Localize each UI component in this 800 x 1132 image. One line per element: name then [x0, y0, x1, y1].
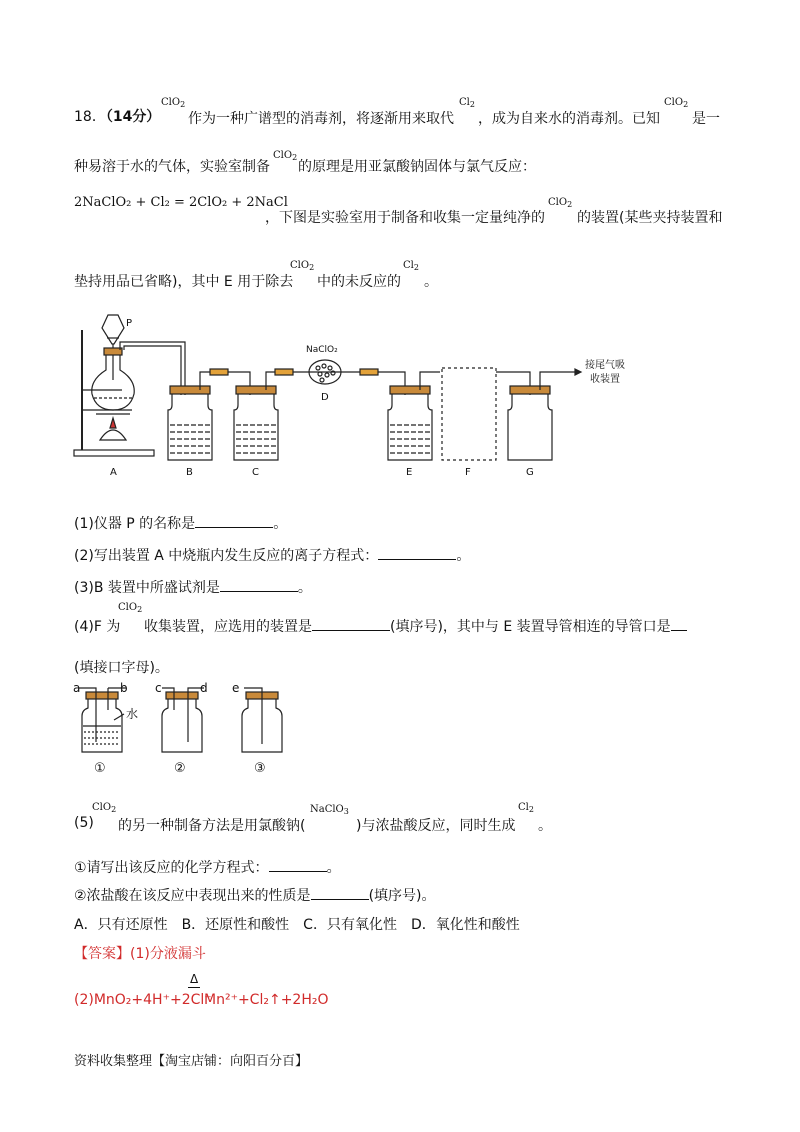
q5-text-1: 的另一种制备方法是用氯酸钠( [118, 818, 306, 834]
label-d: D [321, 392, 329, 403]
answer-2-right: Mn²⁺+Cl₂↑+2H₂O [204, 992, 329, 1008]
intro-line-3b: 的装置(某些夹持装置和 [577, 210, 723, 226]
collection-bottles [70, 680, 300, 780]
answer-2-left: (2)MnO₂+4H⁺+2Cl⁻ [74, 992, 212, 1008]
answer-blank[interactable] [378, 547, 456, 560]
label-naclo2: NaClO₂ [306, 345, 338, 355]
q5-text-2: )与浓盐酸反应，同时生成 [356, 818, 516, 834]
clo2-formula: ClO$_2$ [118, 602, 143, 614]
connector-e: e [232, 681, 240, 695]
intro-line-4b: 中的未反应的 [317, 274, 401, 290]
sub-question-3: (3)B 装置中所盛试剂是 。 [74, 580, 312, 596]
label-p: P [126, 318, 133, 329]
answer-tag: 【答案】 [74, 946, 130, 962]
clo2-formula: ClO$_2$ [548, 197, 573, 209]
label-a: A [110, 467, 117, 478]
answer-1: (1)分液漏斗 [130, 946, 206, 962]
bottle-3 [242, 688, 282, 752]
clo2-formula: ClO$_2$ [664, 97, 689, 109]
q5-options: A．只有还原性 B．还原性和酸性 C．只有氧化性 D．氧化性和酸性 [74, 917, 520, 933]
question-line-1 [74, 106, 160, 126]
answer-blank[interactable] [311, 887, 369, 900]
reaction-equation: 2NaClO₂ + Cl₂ = 2ClO₂ + 2NaCl [74, 195, 288, 210]
naclo3-formula: NaClO$_3$ [310, 804, 349, 816]
q5-text-3: 。 [538, 818, 552, 834]
stopper [104, 348, 122, 355]
label-b: B [186, 467, 193, 478]
label-f: F [465, 467, 471, 478]
separatory-funnel [102, 315, 124, 344]
alcohol-lamp [100, 430, 126, 440]
answer-blank[interactable] [220, 579, 298, 592]
connector-a: a [73, 681, 81, 695]
answer-blank[interactable] [312, 618, 390, 631]
box-f [442, 368, 496, 460]
water-label: 水 [126, 707, 139, 721]
intro-text-3: 是一 [692, 111, 720, 127]
sub-question-2: (2)写出装置 A 中烧瓶内发生反应的离子方程式： 。 [74, 548, 471, 564]
intro-text-2: ，成为自来水的消毒剂。已知 [478, 111, 660, 127]
clo2-formula: ClO$_2$ [161, 97, 186, 109]
stand-base [74, 450, 154, 456]
equals-bar [188, 987, 200, 988]
sub-question-4: (4)F 为 [74, 619, 121, 635]
sub-question-1: (1)仪器 P 的名称是 。 [74, 516, 288, 532]
bottle-2 [162, 688, 204, 752]
clo2-formula: ClO$_2$ [273, 150, 298, 162]
apparatus-diagram [60, 310, 740, 485]
answer-blank[interactable] [195, 515, 273, 528]
bottle-b [168, 386, 212, 460]
answer-blank[interactable] [671, 618, 687, 631]
q5-item-2: ②浓盐酸在该反应中表现出来的性质是 (填序号)。 [74, 888, 436, 904]
label-e: E [406, 467, 413, 478]
question-score: （14分） [105, 109, 161, 125]
bottle-e [388, 386, 432, 460]
tail-gas-label-2: 收装置 [590, 374, 620, 385]
sub-question-4-line-2: (填接口字母)。 [74, 660, 169, 676]
tail-gas-label-1: 接尾气吸 [585, 360, 625, 371]
q5-prefix: (5) [74, 815, 94, 831]
label-g: G [526, 467, 534, 478]
q5-item-1: ①请写出该反应的化学方程式： 。 [74, 860, 341, 876]
tube-d [305, 360, 350, 384]
bottle-number-2: ② [174, 761, 186, 776]
intro-line-4: 垫持用品已省略)，其中 E 用于除去 [74, 274, 294, 290]
label-c: C [252, 467, 259, 478]
bottle-c [234, 386, 278, 460]
intro-line-4c: 。 [424, 274, 438, 290]
intro-line-3: ，下图是实验室用于制备和收集一定量纯净的 [265, 210, 545, 226]
cl2-formula: $Cl_2$ [459, 97, 475, 109]
intro-line-2: 种易溶于水的气体，实验室制备 [74, 159, 270, 175]
intro-line-2b: 的原理是用亚氯酸钠固体与氯气反应： [298, 159, 536, 175]
bottle-number-1: ① [94, 761, 106, 776]
intro-text-1: 作为一种广谱型的消毒剂，将逐渐用来取代 [188, 111, 454, 127]
connector-b: b [120, 681, 128, 695]
connector-c: c [155, 681, 162, 695]
question-number: 18． [74, 109, 106, 125]
footer-note: 资料收集整理【淘宝店铺：向阳百分百】 [74, 1054, 309, 1069]
clo2-formula: ClO$_2$ [92, 802, 117, 814]
bottle-1 [78, 688, 126, 752]
sub-question-4-cont: 收集装置，应选用的装置是 (填序号)，其中与 E 装置导管相连的导管口是 [144, 616, 687, 636]
connector-d: d [200, 681, 208, 695]
clo2-formula: ClO$_2$ [290, 260, 315, 272]
bottle-number-3: ③ [254, 761, 266, 776]
cl2-formula: $Cl_2$ [403, 260, 419, 272]
cl2-formula: $Cl_2$ [518, 802, 534, 814]
delta-symbol: Δ [190, 972, 199, 986]
answer-line-1 [74, 943, 206, 963]
bottle-g [496, 372, 552, 460]
answer-blank[interactable] [269, 859, 327, 872]
